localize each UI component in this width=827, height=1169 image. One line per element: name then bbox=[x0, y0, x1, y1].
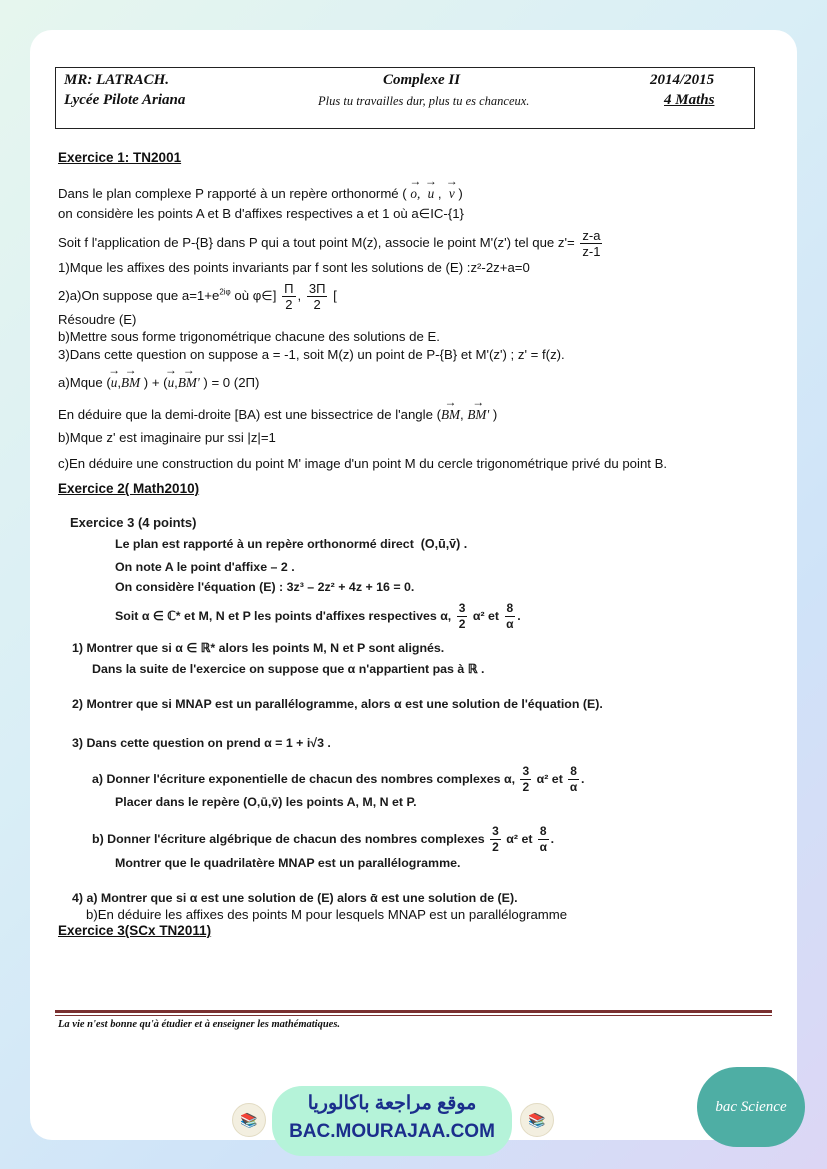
scan-q1-note: Dans la suite de l'exercice on suppose que α n'appartient pas à ℝ . bbox=[92, 662, 485, 676]
footer-rule bbox=[55, 1010, 772, 1013]
doc-title: Complexe II bbox=[383, 72, 461, 88]
ex1-line-1: Dans le plan complexe P rapporté à un repère orthonormé ( → o, → u , → v ) bbox=[58, 186, 463, 202]
author: MR: LATRACH. bbox=[64, 72, 170, 88]
vector-v: → v bbox=[449, 186, 455, 202]
scan-q1: 1) Montrer que si α ∈ ℝ* alors les points M, N et P sont alignés. bbox=[72, 641, 445, 655]
book-icon: 📚 bbox=[232, 1103, 266, 1137]
ex1-q2a: 2)a)On suppose que $a=1+e^{2i\varphi}$ où φ∈] $\frac{\Pi}{2}$ , $\frac{3\Pi}{2}$ [ bbox=[58, 281, 337, 312]
origin-o: → o, bbox=[410, 186, 420, 202]
ex1-resoudre: Résoudre (E) bbox=[58, 312, 137, 327]
exercise-1-title: Exercice 1: TN2001 bbox=[58, 150, 182, 165]
ex1-q2b: b)Mettre sous forme trigonométrique chacune des solutions de E. bbox=[58, 329, 440, 344]
fraction-pi-2: $\frac{\Pi}{2}$ bbox=[284, 281, 294, 312]
scan-q3b: b) Donner l'écriture algébrique de chacun des nombres complexes $\frac{3}{2}$ α² et $\frac{8}{\alpha}$ . bbox=[92, 824, 555, 854]
site-url[interactable]: BAC.MOURAJAA.COM bbox=[289, 1121, 495, 1142]
scan-line-1: Le plan est rapporté à un repère orthonormé direct (O,ū,v̄) . bbox=[115, 537, 468, 551]
motto: Plus tu travailles dur, plus tu es chanceux. bbox=[318, 94, 530, 108]
scan-q3a-place: Placer dans le repère (O,ū,v̄) les points A, M, N et P. bbox=[115, 795, 417, 809]
scan-q3: 3) Dans cette question on prend α = 1 + i√3 . bbox=[72, 736, 331, 750]
scan-q3a: a) Donner l'écriture exponentielle de chacun des nombres complexes α, $\frac{3}{2}$ α² et $\frac{8}{\alpha}$ . bbox=[92, 764, 585, 794]
school-year: 2014/2015 bbox=[650, 72, 715, 88]
exercise-3-title: Exercice 3(SCx TN2011) bbox=[58, 923, 212, 938]
scan-q4a: 4) a) Montrer que si α est une solution de (E) alors ᾱ est une solution de (E). bbox=[72, 891, 518, 905]
footer-rule-thin bbox=[55, 1015, 772, 1016]
scan-exercise-title: Exercice 3 (4 points) bbox=[70, 515, 197, 530]
school: Lycée Pilote Ariana bbox=[64, 92, 186, 108]
scan-q2: 2) Montrer que si MNAP est un parallélogramme, alors α est une solution de l'équation (E). bbox=[72, 697, 603, 711]
ex1-q3: 3)Dans cette question on suppose a = -1, soit M(z) un point de P-{B} et M'(z') ; z' = f(z). bbox=[58, 347, 565, 362]
scan-q3b-montrer: Montrer que le quadrilatère MNAP est un parallélogramme. bbox=[115, 856, 461, 870]
fraction-3pi-2: $\frac{3\Pi}{2}$ bbox=[308, 281, 326, 312]
exercise-2-title: Exercice 2( Math2010) bbox=[58, 481, 200, 496]
ex1-q3a: a)Mque (→ u,→ BM ) + (→ u,→ BM' ) = 0 (2Π) bbox=[58, 375, 259, 391]
ex2-q4b: b)En déduire les affixes des points M pour lesquels MNAP est un parallélogramme bbox=[86, 907, 568, 922]
book-icon: 📚 bbox=[520, 1103, 554, 1137]
ex1-line-2: on considère les points A et B d'affixes respectives a et 1 où a∈IC-{1} bbox=[58, 206, 464, 221]
site-name-arabic[interactable]: موقع مراجعة باكالوريا bbox=[307, 1093, 477, 1114]
ex1-q1: 1)Mque les affixes des points invariants par f sont les solutions de (E) :z²-2z+a=0 bbox=[58, 260, 530, 275]
ex1-q3c: c)En déduire une construction du point M' image d'un point M du cercle trigonométrique privé du point B. bbox=[58, 456, 668, 471]
class-level: 4 Maths bbox=[664, 92, 715, 108]
ex1-line-3: Soit f l'application de P-{B} dans P qui a tout point M(z), associe le point M'(z') tel que z'= $\frac{z-a}{z-1}$ bbox=[58, 228, 601, 259]
ex1-q3b: b)Mque z' est imaginaire pur ssi |z|=1 bbox=[58, 430, 276, 445]
bac-science-logo: bac Science bbox=[697, 1067, 805, 1147]
scan-line-4: Soit α ∈ ℂ* et M, N et P les points d'affixes respectives α, $\frac{3}{2}$ α² et $\frac{8}{\alpha}$ . bbox=[115, 601, 521, 631]
ex1-deduire: En déduire que la demi-droite [BA) est une bissectrice de l'angle (→ BM, → BM' ) bbox=[58, 407, 497, 423]
scan-line-3: On considère l'équation (E) : 3z³ – 2z² + 4z + 16 = 0. bbox=[115, 580, 415, 594]
scan-line-2: On note A le point d'affixe – 2 . bbox=[115, 560, 295, 574]
fraction-f: $\frac{z-a}{z-1}$ bbox=[582, 228, 601, 259]
footer-quote: La vie n'est bonne qu'à étudier et à enseigner les mathématiques. bbox=[58, 1019, 341, 1030]
vector-u: → u bbox=[428, 186, 435, 202]
